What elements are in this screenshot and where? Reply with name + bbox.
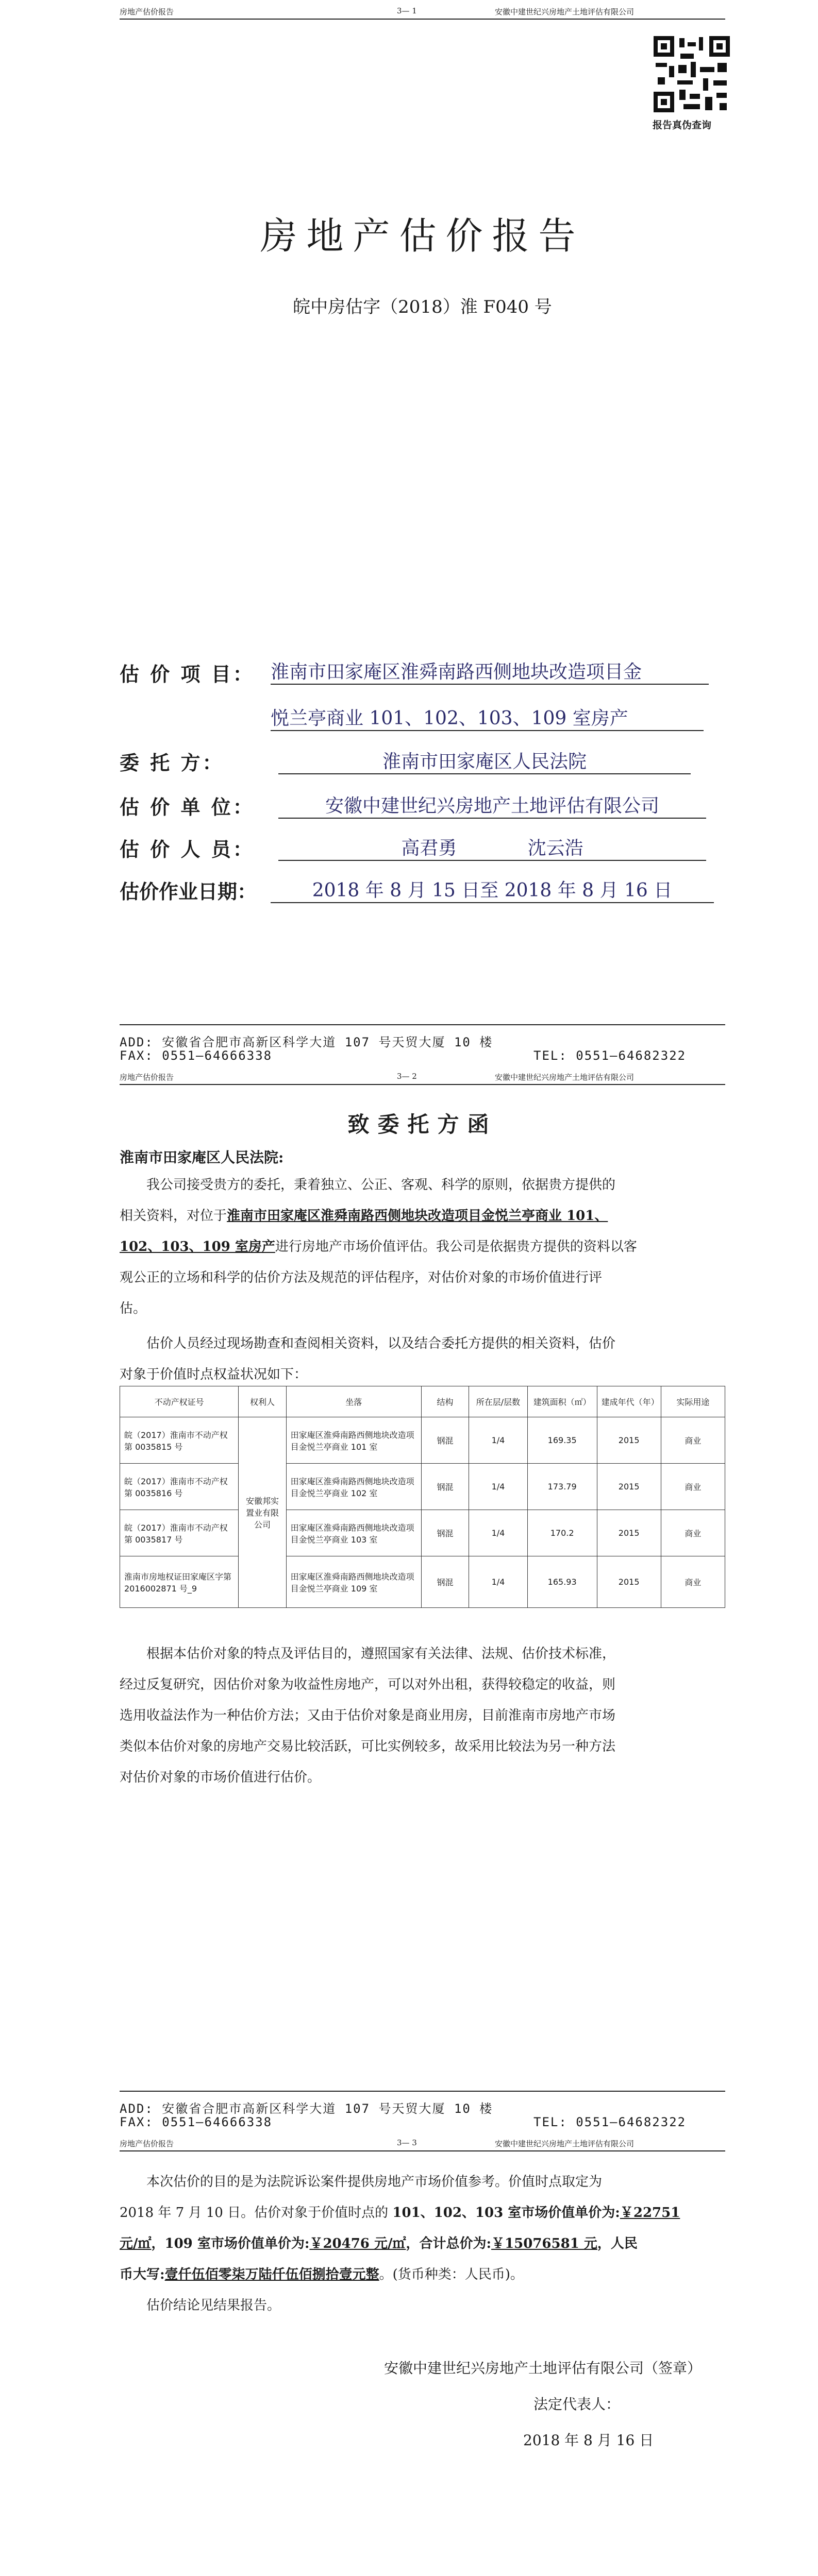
qr-caption: 报告真伪查询 xyxy=(653,120,712,131)
report-number: 皖中房估字（2018）淮 F040 号 xyxy=(293,297,552,317)
p3-line-2: 经过反复研究，因估价对象为收益性房地产，可以对外出租，获得较稳定的收益，则 xyxy=(120,1677,616,1692)
field-label-project: 估 价 项 目： xyxy=(120,663,255,686)
col-floor: 所在层/层数 xyxy=(469,1386,528,1417)
cell-structure: 钢混 xyxy=(421,1556,469,1608)
page3-header-left: 房地产估价报告 xyxy=(120,2139,174,2148)
page1-header-left: 房地产估价报告 xyxy=(120,7,174,16)
cell-area: 173.79 xyxy=(527,1464,597,1510)
page2-header-page: 3— 2 xyxy=(397,1072,417,1081)
page1-header-rule xyxy=(120,19,725,20)
cell-floor: 1/4 xyxy=(469,1510,528,1556)
cell-floor: 1/4 xyxy=(469,1464,528,1510)
p1-line-3: 102、103、109 室房产进行房地产市场价值评估。我公司是依据贵方提供的资料以客 xyxy=(120,1239,637,1255)
page2-footer-rule xyxy=(120,2091,725,2092)
col-year: 建成年代（年） xyxy=(597,1386,661,1417)
page2-footer-tel: TEL: 0551—64682322 xyxy=(533,2115,687,2129)
col-cert: 不动产权证号 xyxy=(120,1386,239,1417)
cell-year: 2015 xyxy=(597,1556,661,1608)
p2-line-2: 对象于价值时点权益状况如下： xyxy=(120,1367,308,1382)
page2-header-left: 房地产估价报告 xyxy=(120,1073,174,1082)
letter-addressee: 淮南市田家庵区人民法院: xyxy=(120,1149,284,1166)
p3-line-3: 选用收益法作为一种估价方法；又由于估价对象是商业用房，目前淮南市房地产市场 xyxy=(120,1708,616,1723)
cell-year: 2015 xyxy=(597,1464,661,1510)
cell-use: 商业 xyxy=(661,1464,725,1510)
qr-code-icon[interactable] xyxy=(654,36,730,112)
field-label-agency: 估 价 单 位： xyxy=(120,795,255,819)
p1-line-2: 相关资料，对位于淮南市田家庵区淮舜南路西侧地块改造项目金悦兰亭商业 101、 xyxy=(120,1208,608,1224)
page3-header-page: 3— 3 xyxy=(397,2138,417,2147)
p3-line-5: 对估价对象的市场价值进行估价。 xyxy=(120,1770,321,1785)
report-title: 房地产估价报告 xyxy=(260,214,585,258)
page2-header-rule xyxy=(120,1084,725,1085)
table-row xyxy=(120,1417,725,1464)
conclusion-paragraph xyxy=(120,2166,725,2321)
signing-date: 2018 年 8 月 16 日 xyxy=(523,2432,654,2449)
letter-title: 致委托方函 xyxy=(347,1112,497,1137)
page2-header-right: 安徽中建世纪兴房地产土地评估有限公司 xyxy=(495,1073,635,1082)
p1-line-5: 估。 xyxy=(120,1301,147,1316)
letter-paragraph-3 xyxy=(120,1638,725,1793)
field-value-project-1: 淮南市田家庵区淮舜南路西侧地块改造项目金 xyxy=(271,657,709,685)
rights-table xyxy=(120,1386,725,1608)
c-line-1: 本次估价的目的是为法院诉讼案件提供房地产市场价值参考。价值时点取定为 xyxy=(146,2174,603,2190)
field-label-date: 估价作业日期： xyxy=(120,880,257,903)
col-location: 坐落 xyxy=(286,1386,421,1417)
cell-location: 田家庵区淮舜南路西侧地块改造项目金悦兰亭商业 109 室 xyxy=(286,1556,421,1608)
col-use: 实际用途 xyxy=(661,1386,725,1417)
table-row xyxy=(120,1556,725,1608)
cell-cert: 皖（2017）淮南市不动产权第 0035816 号 xyxy=(120,1464,239,1510)
page3-header-right: 安徽中建世纪兴房地产土地评估有限公司 xyxy=(495,2139,635,2148)
p2-line-1: 估价人员经过现场勘查和查阅相关资料，以及结合委托方提供的相关资料，估价 xyxy=(146,1336,616,1351)
letter-paragraph-1 xyxy=(120,1170,725,1390)
page1-footer-rule xyxy=(120,1024,725,1025)
cell-floor: 1/4 xyxy=(469,1417,528,1464)
page3-header-rule xyxy=(120,2150,725,2151)
p3-line-4: 类似本估价对象的房地产交易比较活跃，可比实例较多，故采用比较法为另一种方法 xyxy=(120,1739,616,1754)
p3-line-1: 根据本估价对象的特点及评估目的，遵照国家有关法律、法规、估价技术标准， xyxy=(146,1646,616,1662)
field-label-appraisers: 估 价 人 员： xyxy=(120,838,255,861)
signing-company: 安徽中建世纪兴房地产土地评估有限公司（签章） xyxy=(384,2360,702,2377)
page1-footer-tel: TEL: 0551—64682322 xyxy=(533,1048,687,1063)
page2-footer-fax: FAX: 0551—64666338 xyxy=(120,2115,273,2129)
cell-use: 商业 xyxy=(661,1510,725,1556)
cell-area: 169.35 xyxy=(527,1417,597,1464)
cell-structure: 钢混 xyxy=(421,1417,469,1464)
field-value-agency: 安徽中建世纪兴房地产土地评估有限公司 xyxy=(278,791,706,819)
cell-structure: 钢混 xyxy=(421,1464,469,1510)
table-header-row xyxy=(120,1386,725,1417)
page1-footer-address: ADD: 安徽省合肥市高新区科学大道 107 号天贸大厦 10 楼 xyxy=(120,1035,493,1049)
field-value-appraisers: 高君勇 沈云浩 xyxy=(278,834,706,861)
cell-location: 田家庵区淮舜南路西侧地块改造项目金悦兰亭商业 102 室 xyxy=(286,1464,421,1510)
c-line-4: 币大写:壹仟伍佰零柒万陆仟伍佰捌拾壹元整。(货币种类：人民币)。 xyxy=(120,2267,524,2282)
legal-representative: 法定代表人： xyxy=(533,2396,621,2413)
cell-use: 商业 xyxy=(661,1417,725,1464)
cell-cert: 淮南市房地权证田家庵区字第 2016002871 号_9 xyxy=(120,1556,239,1608)
col-area: 建筑面积（㎡） xyxy=(527,1386,597,1417)
cell-location: 田家庵区淮舜南路西侧地块改造项目金悦兰亭商业 103 室 xyxy=(286,1510,421,1556)
c-line-2: 2018 年 7 月 10 日。估价对象于价值时点的 101、102、103 室市场价值单价为:￥22751 xyxy=(120,2205,680,2221)
cell-area: 170.2 xyxy=(527,1510,597,1556)
cell-year: 2015 xyxy=(597,1417,661,1464)
cell-use: 商业 xyxy=(661,1556,725,1608)
page1-header-right: 安徽中建世纪兴房地产土地评估有限公司 xyxy=(495,7,635,16)
table-row xyxy=(120,1510,725,1556)
cell-structure: 钢混 xyxy=(421,1510,469,1556)
page1-footer-fax: FAX: 0551—64666338 xyxy=(120,1048,273,1063)
cell-cert: 皖（2017）淮南市不动产权第 0035817 号 xyxy=(120,1510,239,1556)
page2-footer-address: ADD: 安徽省合肥市高新区科学大道 107 号天贸大厦 10 楼 xyxy=(120,2102,493,2116)
col-structure: 结构 xyxy=(421,1386,469,1417)
field-label-client: 委 托 方： xyxy=(120,751,224,774)
c-line-5: 估价结论见结果报告。 xyxy=(146,2298,281,2313)
p1-line-4: 观公正的立场和科学的估价方法及规范的评估程序，对估价对象的市场价值进行评 xyxy=(120,1270,603,1285)
field-value-project-2: 悦兰亭商业 101、102、103、109 室房产 xyxy=(271,704,704,731)
c-line-3: 元/㎡，109 室市场价值单价为:￥20476 元/㎡，合计总价为:￥15076581 元，人民 xyxy=(120,2236,638,2251)
cell-location: 田家庵区淮舜南路西侧地块改造项目金悦兰亭商业 101 室 xyxy=(286,1417,421,1464)
col-owner: 权利人 xyxy=(239,1386,286,1417)
page1-header-page: 3— 1 xyxy=(397,6,417,15)
cell-owner: 安徽邦实置业有限公司 xyxy=(239,1417,286,1608)
cell-cert: 皖（2017）淮南市不动产权第 0035815 号 xyxy=(120,1417,239,1464)
cell-floor: 1/4 xyxy=(469,1556,528,1608)
p1-line-1: 我公司接受贵方的委托，秉着独立、公正、客观、科学的原则，依据贵方提供的 xyxy=(146,1177,616,1193)
cell-year: 2015 xyxy=(597,1510,661,1556)
cell-area: 165.93 xyxy=(527,1556,597,1608)
field-value-client: 淮南市田家庵区人民法院 xyxy=(278,747,691,774)
table-row xyxy=(120,1464,725,1510)
field-value-date: 2018 年 8 月 15 日至 2018 年 8 月 16 日 xyxy=(271,876,714,903)
